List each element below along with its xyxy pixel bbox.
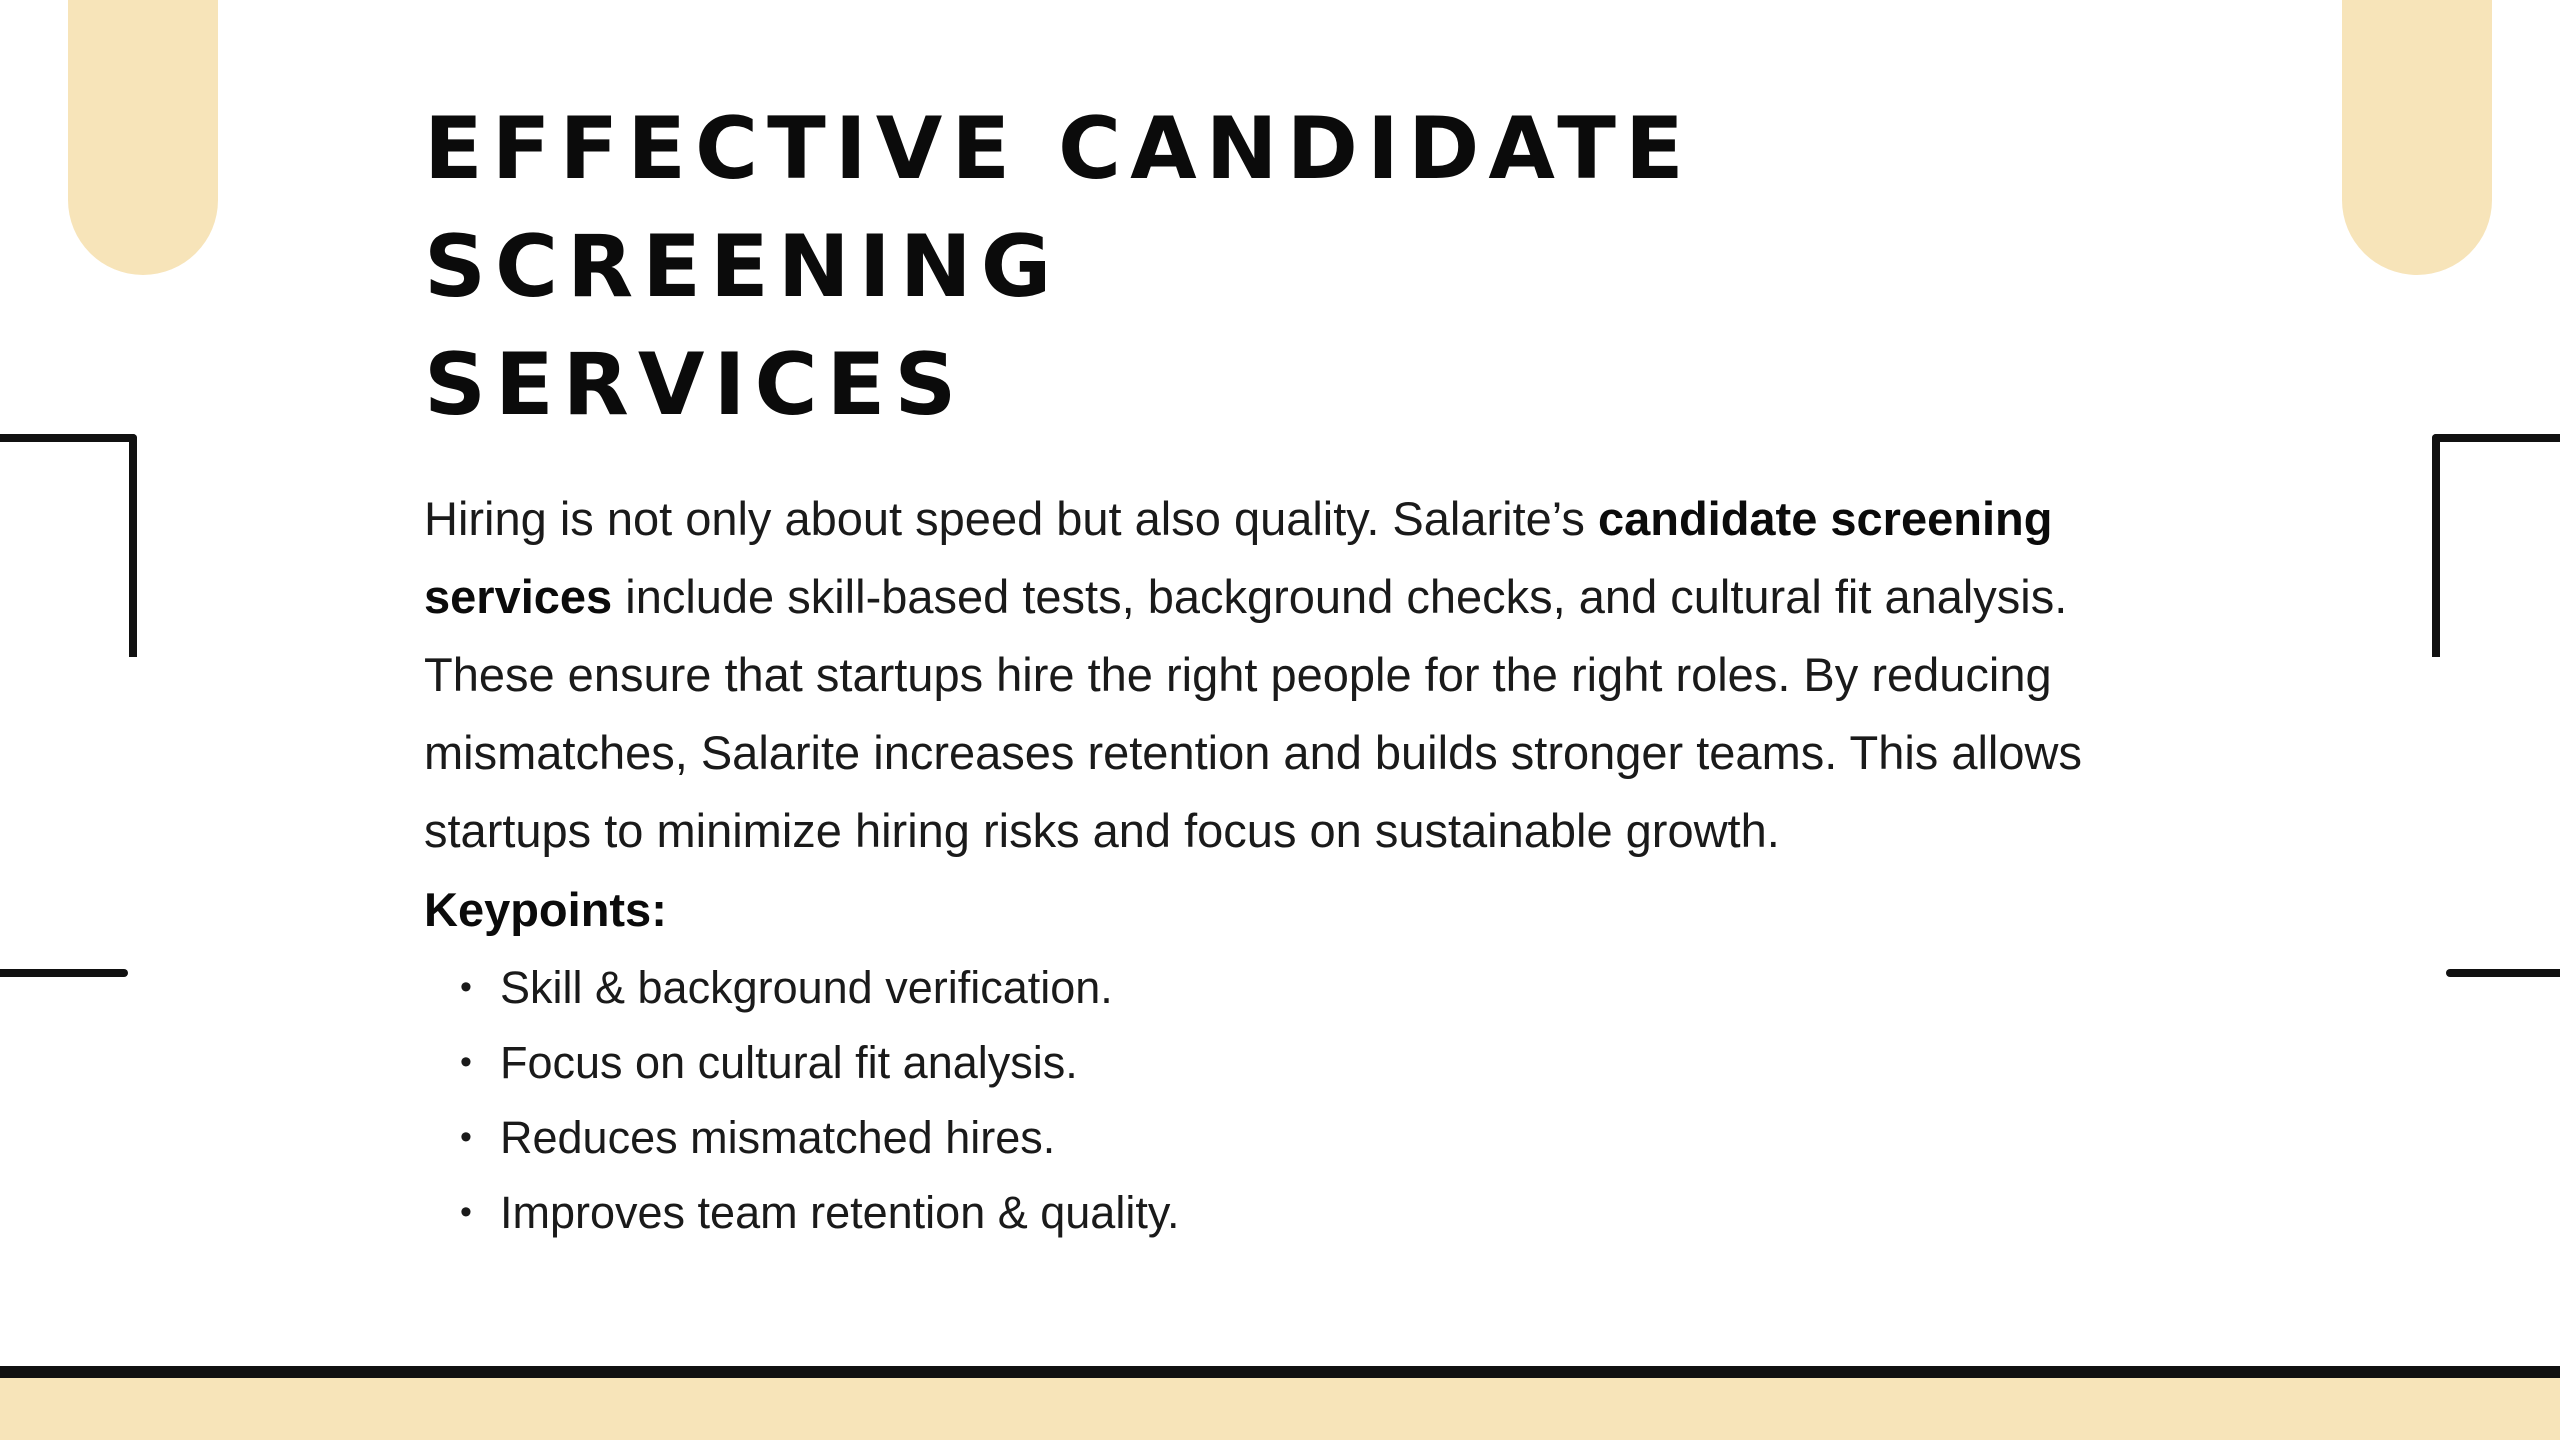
bullet-icon: • — [460, 1043, 472, 1081]
paragraph-text-end: include skill-based tests, background checks, and cultural fit analysis. These ensure that startups hire the right people for the right roles. By reducing mismatches, Salarite increases retention and builds stronger teams. This allows startups to minimize hiring risks and focus on sustainable growth. — [424, 570, 2082, 857]
slide-content — [424, 90, 2214, 1250]
bullet-icon: • — [460, 1193, 472, 1231]
footer-divider — [0, 1366, 2560, 1378]
decorative-bracket-right — [2432, 434, 2560, 657]
slide-title-line-2: SERVICES — [424, 335, 966, 435]
bullet-icon: • — [460, 968, 472, 1006]
keypoint-text: Reduces mismatched hires. — [500, 1112, 1056, 1163]
paragraph-bold-phrase: candidate screening services — [424, 492, 2053, 623]
keypoint-text: Skill & background verification. — [500, 962, 1113, 1013]
slide-title-line-1: EFFECTIVE CANDIDATE SCREENING — [424, 99, 1693, 317]
decorative-pill-right — [2342, 0, 2492, 275]
footer-band — [0, 1378, 2560, 1440]
paragraph-text-start: Hiring is not only about speed but also quality. Salarite’s — [424, 492, 1598, 545]
keypoint-item — [460, 1100, 2214, 1175]
bullet-icon: • — [460, 1118, 472, 1156]
decorative-dash-left — [0, 969, 128, 977]
keypoint-text: Focus on cultural fit analysis. — [500, 1037, 1078, 1088]
slide-title — [424, 90, 2214, 444]
description-paragraph — [424, 480, 2184, 870]
keypoints-list — [424, 950, 2214, 1250]
keypoint-item — [460, 1025, 2214, 1100]
decorative-dash-right — [2446, 969, 2560, 977]
keypoint-item — [460, 1175, 2214, 1250]
decorative-pill-left — [68, 0, 218, 275]
keypoint-text: Improves team retention & quality. — [500, 1187, 1180, 1238]
decorative-bracket-left — [0, 434, 137, 657]
keypoints-heading: Keypoints: — [424, 883, 667, 936]
keypoint-item — [460, 950, 2214, 1025]
